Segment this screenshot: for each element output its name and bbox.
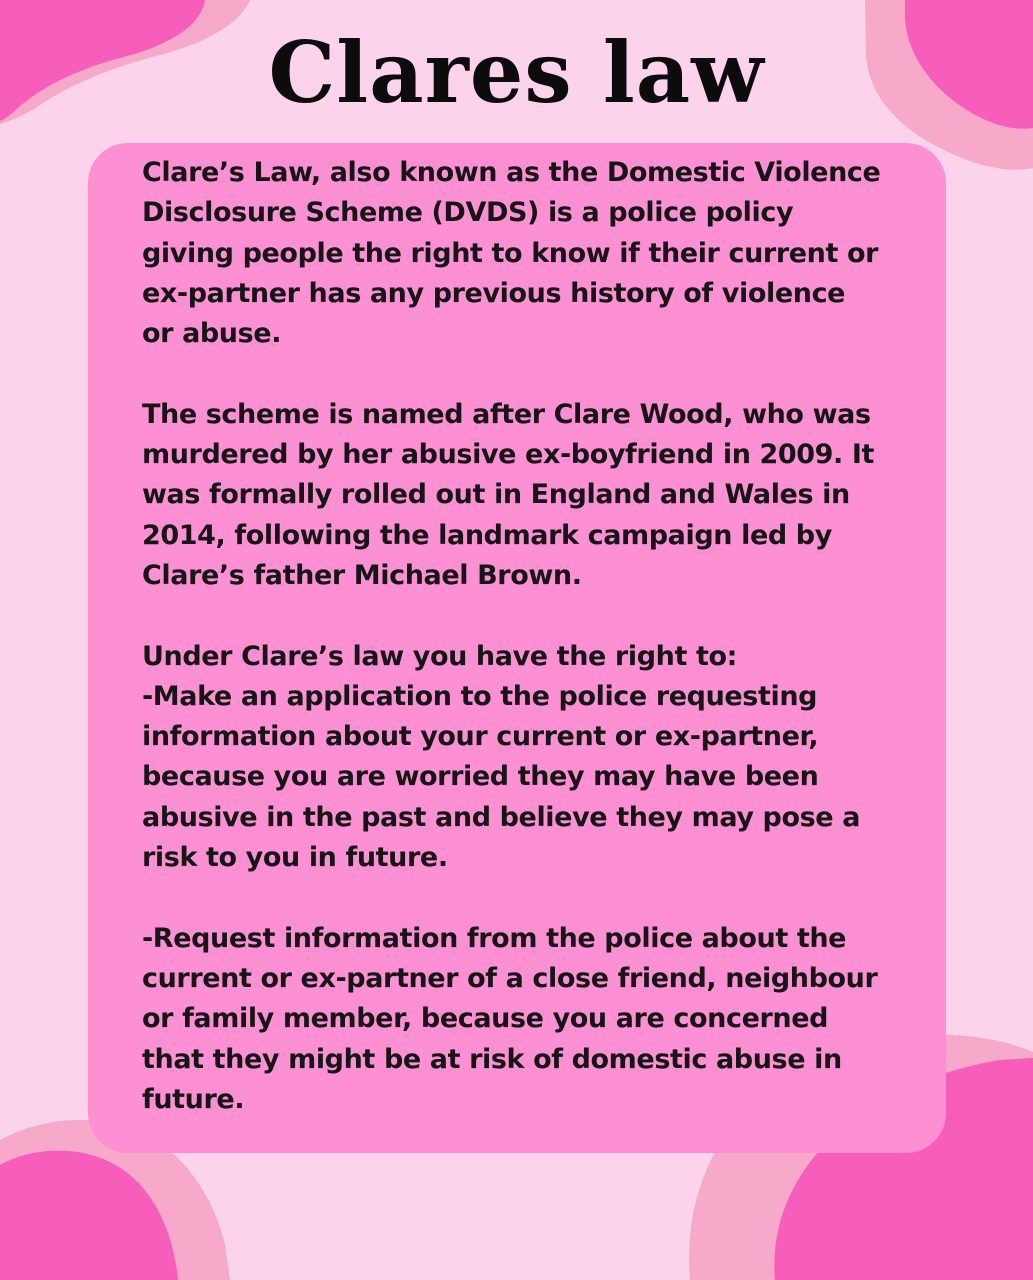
paragraph-request bbox=[142, 919, 932, 1120]
text-line: or family member, because you are concerned bbox=[142, 1003, 829, 1035]
card-text bbox=[142, 153, 932, 1120]
text-line: was formally rolled out in England and Wales in bbox=[142, 479, 850, 511]
text-line: or abuse. bbox=[142, 318, 282, 350]
text-line: Clare’s father Michael Brown. bbox=[142, 559, 582, 591]
text-line: The scheme is named after Clare Wood, who was bbox=[142, 398, 871, 430]
text-line: that they might be at risk of domestic abuse in bbox=[142, 1043, 842, 1075]
text-line: ex-partner has any previous history of violence bbox=[142, 277, 846, 309]
text-line: Under Clare’s law you have the right to: bbox=[142, 640, 738, 672]
paragraph-history bbox=[142, 395, 932, 596]
text-line: 2014, following the landmark campaign led by bbox=[142, 519, 832, 551]
page-title: Clares law bbox=[268, 23, 765, 122]
text-line: Clare’s Law, also known as the Domestic Violence bbox=[142, 157, 881, 188]
paragraph-spacer bbox=[142, 878, 932, 918]
text-line: -Request information from the police about the bbox=[142, 922, 847, 954]
text-line: -Make an application to the police requesting bbox=[142, 680, 818, 712]
paragraph-spacer bbox=[142, 596, 932, 636]
text-line: giving people the right to know if their current or bbox=[142, 237, 879, 269]
text-line: information about your current or ex-partner, bbox=[142, 721, 819, 753]
text-line: murdered by her abusive ex-boyfriend in 2009. It bbox=[142, 439, 875, 471]
text-line: current or ex-partner of a close friend, neighbour bbox=[142, 962, 878, 994]
text-line: because you are worried they may have been bbox=[142, 761, 819, 793]
text-line: future. bbox=[142, 1083, 245, 1115]
text-line: Disclosure Scheme (DVDS) is a police policy bbox=[142, 197, 794, 229]
text-line: risk to you in future. bbox=[142, 842, 448, 874]
paragraph-definition bbox=[142, 153, 932, 354]
text-line: abusive in the past and believe they may pose a bbox=[142, 801, 861, 833]
paragraph-spacer bbox=[142, 354, 932, 394]
paragraph-rights bbox=[142, 637, 932, 879]
